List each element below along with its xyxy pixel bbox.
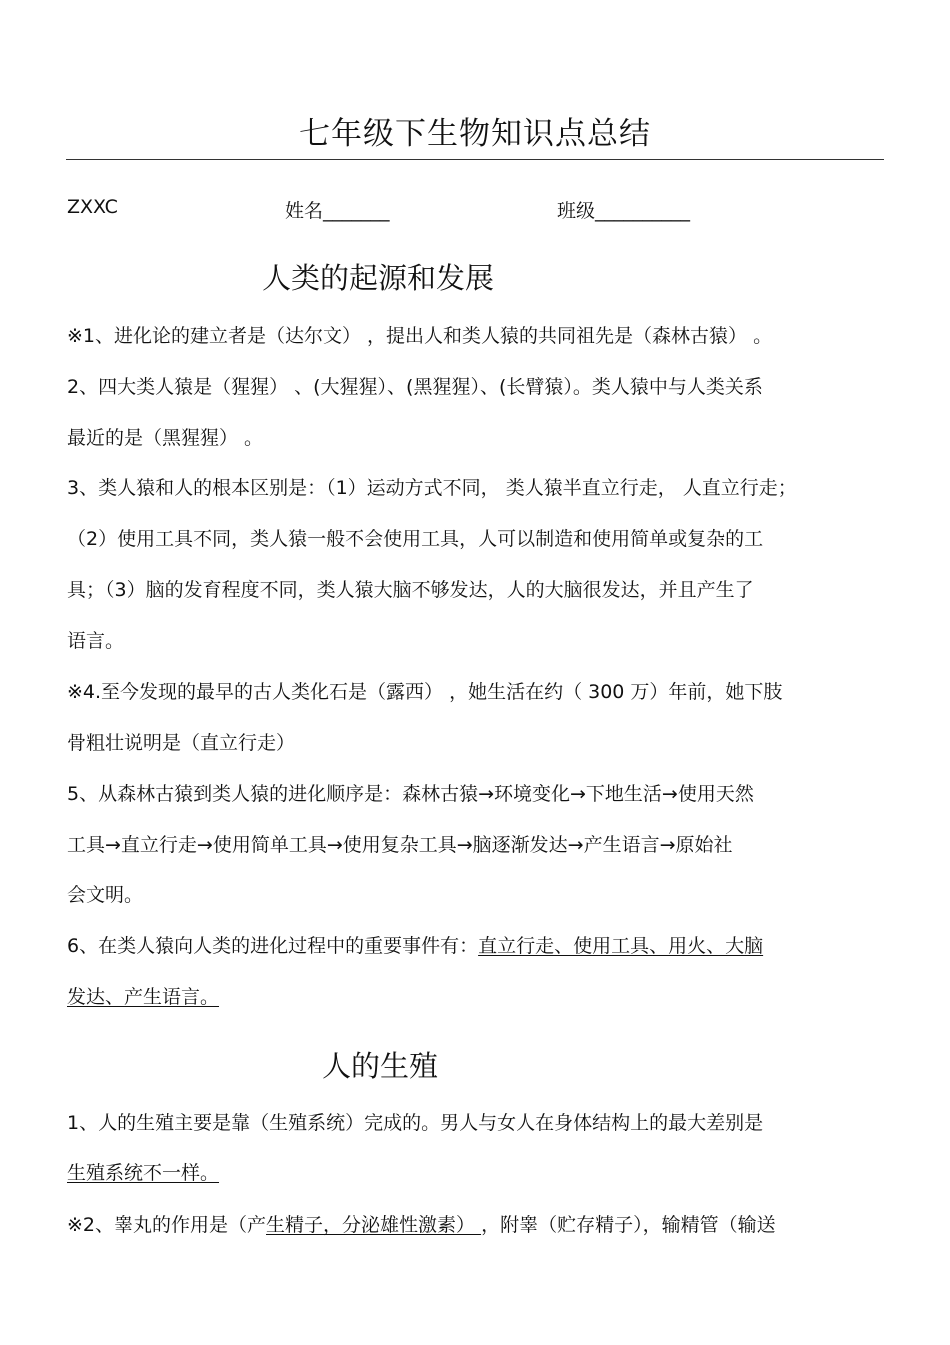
paragraph-line: 最近的是（黑猩猩） 。: [67, 427, 264, 449]
paragraph-line: 会文明。: [67, 884, 144, 906]
class-field-label: 班级__________: [557, 200, 691, 222]
line-text: 6、在类人猿向人类的进化过程中的重要事件有：: [67, 935, 479, 957]
underlined-answer: 发达、产生语言。: [67, 986, 220, 1008]
paragraph-line: 骨粗壮说明是（直立行走）: [67, 732, 296, 754]
paragraph-line: [67, 1212, 776, 1238]
paragraph-line: 2、四大类人猿是（猩猩） 、(大猩猩）、(黑猩猩）、(长臂猿）。类人猿中与人类关系: [67, 376, 763, 398]
paragraph-line: [67, 933, 763, 959]
paragraph-line: （2）使用工具不同，类人猿一般不会使用工具，人可以制造和使用简单或复杂的工: [67, 528, 764, 550]
paragraph-line: 语言。: [67, 630, 125, 652]
doc-code: ZXXC: [67, 196, 118, 218]
paragraph-line: 工具→直立行走→使用简单工具→使用复杂工具→脑逐渐发达→产生语言→原始社: [67, 834, 733, 856]
underlined-answer: 生精子，分泌雄性激素）: [266, 1214, 482, 1236]
line-text: ※2、睾丸的作用是（产: [67, 1214, 267, 1236]
page-title: 七年级下生物知识点总结: [299, 116, 651, 152]
paragraph-line: 1、人的生殖主要是靠（生殖系统）完成的。男人与女人在身体结构上的最大差别是: [67, 1112, 764, 1134]
paragraph-line: [67, 1160, 219, 1186]
paragraph-line: 5、从森林古猿到类人猿的进化顺序是：森林古猿→环境变化→下地生活→使用天然: [67, 783, 754, 805]
name-field-label: 姓名_______: [285, 200, 390, 222]
title-divider: [66, 159, 884, 160]
paragraph-line: 3、类人猿和人的根本区别是：（1）运动方式不同， 类人猿半直立行走， 人直立行走；: [67, 477, 797, 499]
underlined-answer: 生殖系统不一样。: [67, 1162, 220, 1184]
section-heading-origin: 人类的起源和发展: [262, 261, 495, 295]
paragraph-line: ※4.至今发现的最早的古人类化石是（露西） ，她生活在约（ 300 万）年前，她下肢: [67, 681, 783, 703]
section-heading-reproduction: 人的生殖: [322, 1049, 439, 1083]
line-text: ，附睾（贮存精子），输精管（输送: [481, 1214, 776, 1236]
paragraph-line: [67, 984, 219, 1010]
underlined-answer: 直立行走、使用工具、用火、大脑: [478, 935, 764, 957]
paragraph-line: ※1、进化论的建立者是（达尔文） ，提出人和类人猿的共同祖先是（森林古猿） 。: [67, 325, 773, 347]
paragraph-line: 具；（3）脑的发育程度不同，类人猿大脑不够发达，人的大脑很发达，并且产生了: [67, 579, 754, 601]
